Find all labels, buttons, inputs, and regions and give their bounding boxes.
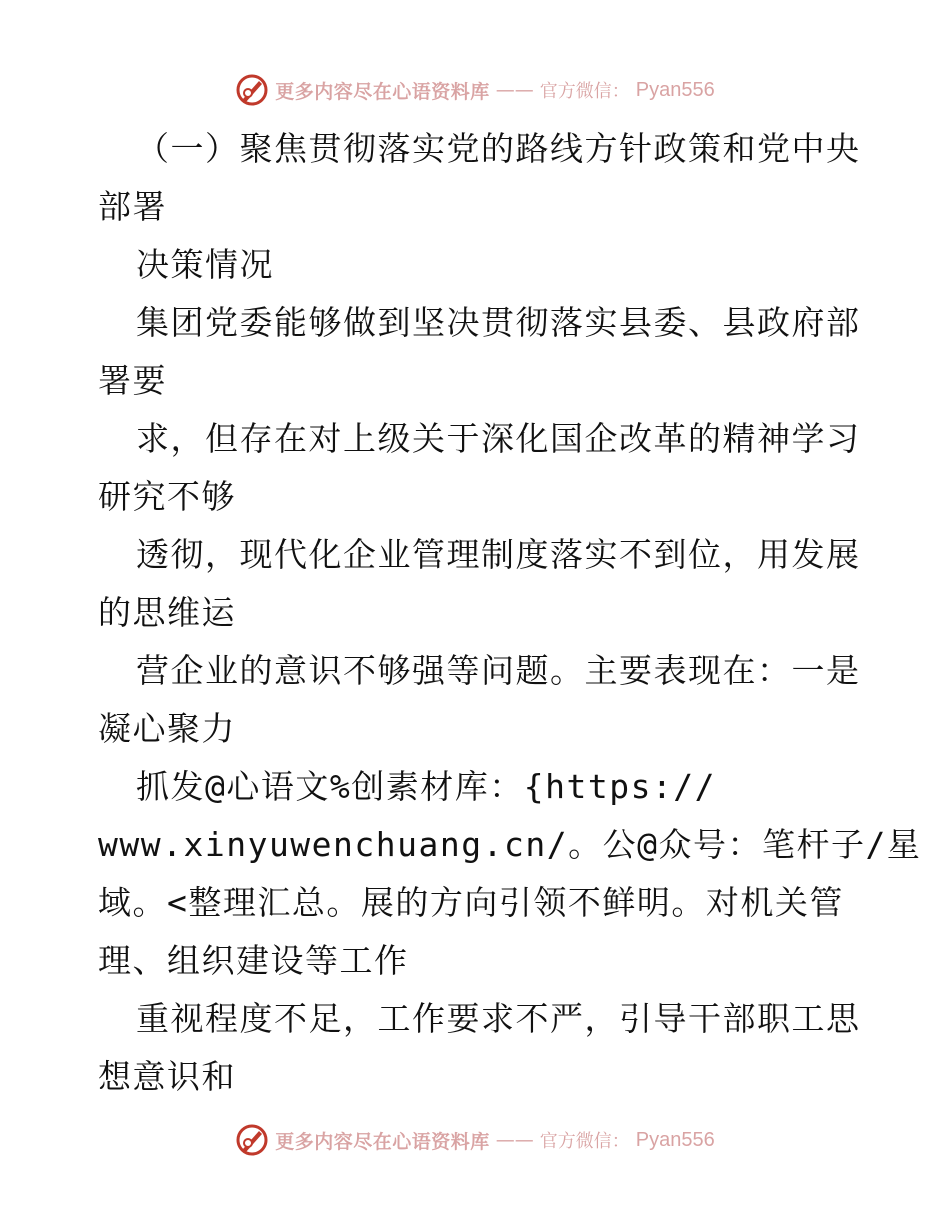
banner-wechat-label: 官方微信： xyxy=(539,1131,630,1152)
text-line: （一）聚焦贯彻落实党的路线方针政策和党中央 xyxy=(136,129,861,168)
banner-site-text: 更多内容尽在心语资料库 xyxy=(275,80,490,103)
text-line: 凝心聚力 xyxy=(98,709,236,748)
text-line: 研究不够 xyxy=(98,477,236,516)
text-line: 抓发@心语文%创素材库：{https:// xyxy=(136,767,717,806)
pen-logo-icon xyxy=(235,73,269,107)
text-line: 想意识和 xyxy=(98,1057,236,1096)
text-line: 透彻，现代化企业管理制度落实不到位，用发展 xyxy=(136,535,861,574)
banner-wechat-label: 官方微信： xyxy=(539,81,630,102)
banner-wechat-id: Pyan556 xyxy=(635,1128,715,1151)
banner-dash: —— xyxy=(495,79,534,101)
text-line: 集团党委能够做到坚决贯彻落实县委、县政府部 xyxy=(136,303,861,342)
text-line: 域。<整理汇总。展的方向引领不鲜明。对机关管 xyxy=(98,883,844,922)
text-line: www.xinyuwenchuang.cn/。公@众号：笔杆子/星 xyxy=(98,825,922,864)
text-line: 理、组织建设等工作 xyxy=(98,941,409,980)
banner-site-text: 更多内容尽在心语资料库 xyxy=(275,1130,490,1153)
text-line: 部署 xyxy=(98,187,167,226)
footer-banner xyxy=(0,1120,950,1160)
banner-dash: —— xyxy=(495,1129,534,1151)
pen-logo-icon xyxy=(235,1123,269,1157)
text-line: 决策情况 xyxy=(136,245,274,284)
document-body xyxy=(98,120,922,1106)
text-line: 重视程度不足，工作要求不严，引导干部职工思 xyxy=(136,999,861,1038)
header-banner xyxy=(0,70,950,110)
banner-wechat-id: Pyan556 xyxy=(635,78,715,101)
text-line: 署要 xyxy=(98,361,167,400)
text-line: 营企业的意识不够强等问题。主要表现在：一是 xyxy=(136,651,861,690)
text-line: 的思维运 xyxy=(98,593,236,632)
text-line: 求，但存在对上级关于深化国企改革的精神学习 xyxy=(136,419,861,458)
